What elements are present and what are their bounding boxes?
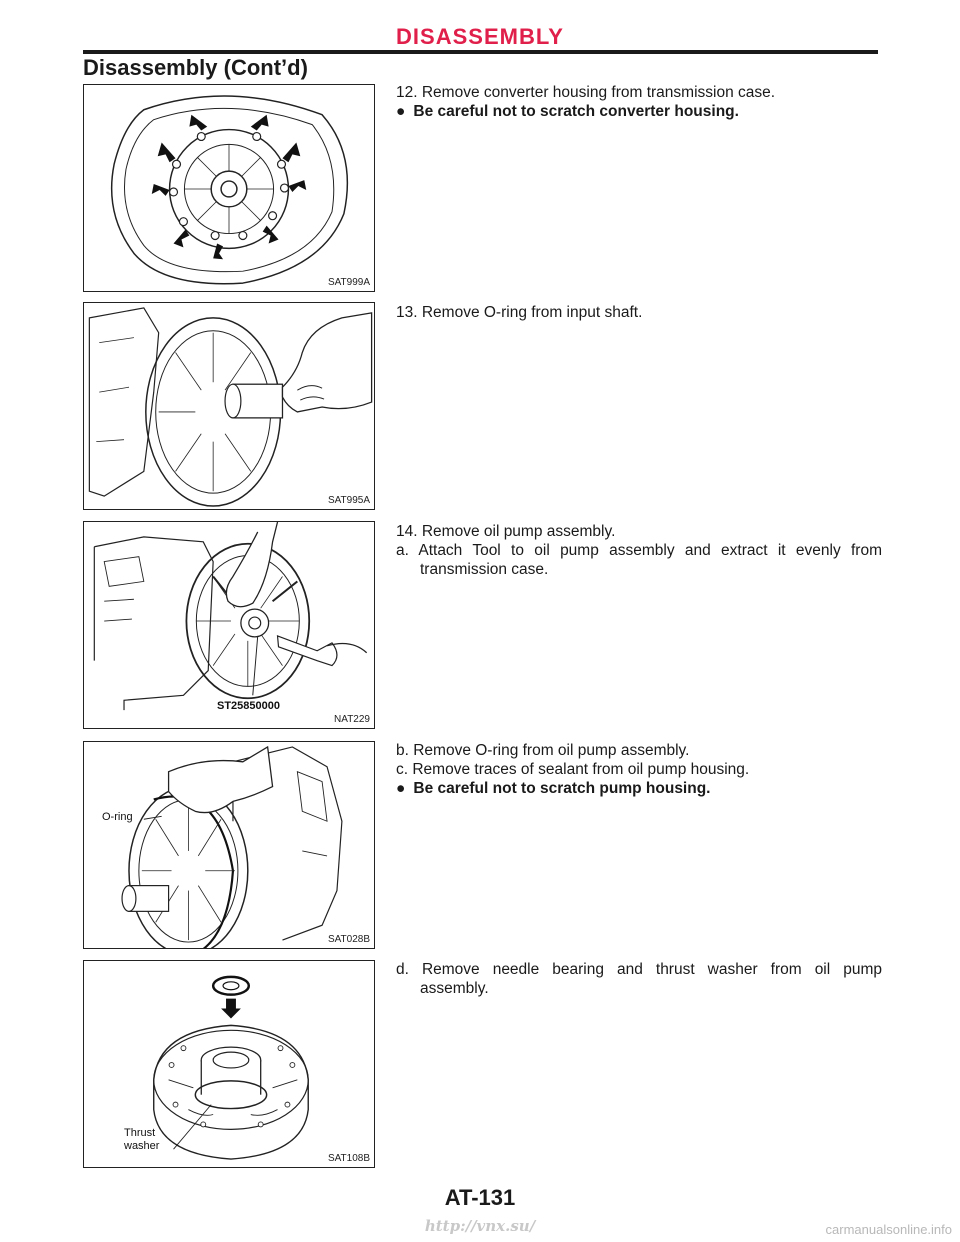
figure-needle-bearing [83, 960, 375, 1168]
bullet-icon: ● [396, 103, 406, 120]
section-title: Disassembly (Cont’d) [83, 55, 308, 80]
watermark: carmanualsonline.info [825, 1222, 952, 1237]
figure-oil-pump-tool [83, 521, 375, 729]
input-shaft-drawing [84, 303, 374, 509]
figure-pump-oring [83, 741, 375, 949]
header-title: DISASSEMBLY [396, 24, 564, 49]
thrust-label-line: Thrust [124, 1127, 156, 1139]
footer-link[interactable]: http://vnx.su/ [424, 1217, 536, 1235]
figure-code: NAT229 [334, 714, 370, 725]
caution-line [396, 102, 882, 121]
caution-line [396, 779, 882, 798]
instruction-line: d. Remove needle bearing and thrust washer from oil pump [396, 961, 882, 978]
caution-text: Be careful not to scratch pump housing. [413, 780, 711, 797]
instruction-block-b-c [396, 741, 882, 798]
instruction-block-13 [396, 303, 882, 322]
header-rule [83, 50, 878, 54]
instruction-line: c. Remove traces of sealant from oil pump housing. [396, 761, 750, 778]
pump-oring-drawing [84, 742, 374, 948]
instruction-line: 13. Remove O-ring from input shaft. [396, 304, 643, 321]
converter-housing-drawing [84, 85, 374, 291]
instruction-block-12 [396, 83, 882, 121]
instruction-line-continued: assembly. [420, 980, 489, 997]
instruction-line: 12. Remove converter housing from transmission case. [396, 84, 776, 101]
page-number: AT-131 [444, 1185, 516, 1210]
tool-number-label: ST25850000 [217, 700, 280, 712]
instruction-line: b. Remove O-ring from oil pump assembly. [396, 742, 690, 759]
figure-code: SAT028B [327, 934, 370, 945]
figure-converter-housing [83, 84, 375, 292]
figure-code: SAT108B [327, 1153, 370, 1164]
oring-label: O-ring [102, 811, 133, 823]
figure-code: SAT999A [327, 277, 370, 288]
bullet-icon: ● [396, 780, 406, 797]
caution-text: Be careful not to scratch converter housing. [413, 103, 739, 120]
washer-label-line: washer [124, 1140, 160, 1152]
instruction-block-14 [396, 522, 882, 579]
figure-code: SAT995A [327, 495, 370, 506]
instruction-block-d [396, 960, 882, 998]
instruction-line-continued: transmission case. [420, 561, 549, 578]
instruction-line: a. Attach Tool to oil pump assembly and extract it evenly from [396, 542, 882, 559]
oil-pump-tool-drawing [84, 522, 374, 728]
figure-input-shaft [83, 302, 375, 510]
thrust-washer-label [124, 1127, 159, 1153]
instruction-line: 14. Remove oil pump assembly. [396, 523, 616, 540]
